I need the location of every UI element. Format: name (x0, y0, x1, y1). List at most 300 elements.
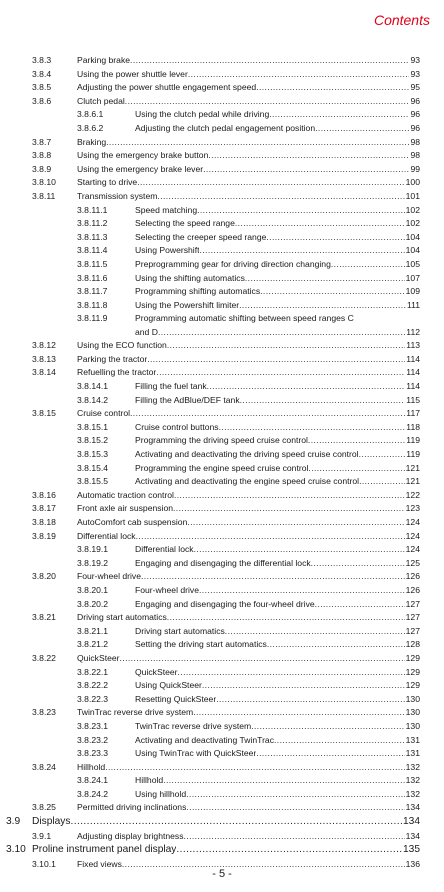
toc-entry[interactable] (0, 516, 444, 530)
toc-entry[interactable] (0, 706, 444, 720)
dot-leader (199, 244, 404, 258)
toc-entry-page: 136 (405, 858, 420, 869)
toc-entry-number: 3.8.4 (32, 68, 52, 79)
toc-entry-title: Hillhold (77, 761, 106, 772)
dot-leader (308, 434, 405, 448)
toc-entry-title: Four-wheel drive (135, 584, 199, 595)
toc-entry-page: 131 (405, 734, 420, 745)
toc-entry[interactable] (0, 625, 444, 639)
toc-entry-number: 3.8.16 (32, 489, 56, 500)
toc-entry-number: 3.8.23.2 (77, 734, 109, 745)
toc-entry-number: 3.8.22.3 (77, 693, 109, 704)
toc-entry-page: 99 (410, 163, 420, 174)
toc-entry[interactable] (0, 272, 444, 286)
dot-leader (256, 747, 404, 761)
toc-entry[interactable] (0, 570, 444, 584)
toc-entry-title-line (32, 815, 420, 830)
toc-entry-page: 109 (405, 286, 420, 297)
toc-entry-title-line (135, 543, 420, 557)
toc-entry-number: 3.8.8 (32, 150, 52, 161)
toc-entry-title-line (135, 434, 420, 448)
toc-entry[interactable] (0, 244, 444, 258)
toc-entry-title-line (135, 774, 420, 788)
toc-entry-page: 130 (405, 707, 420, 718)
toc-entry-title: Cruise control buttons (135, 421, 219, 432)
toc-entry-title: Using TwinTrac with QuickSteer (135, 748, 257, 759)
dot-leader (106, 136, 409, 150)
toc-entry-title: Activating and deactivating the driving speed cruise control (135, 449, 359, 460)
toc-entry-title: Selecting the creeper speed range (135, 231, 267, 242)
toc-entry-title: Speed matching (135, 204, 198, 215)
toc-entry-title: Adjusting the power shuttle engagement speed (77, 82, 257, 93)
toc-entry-page: 114 (406, 353, 420, 364)
toc-entry-number: 3.8.19.2 (77, 557, 109, 568)
toc-entry[interactable] (0, 843, 444, 858)
toc-entry-title-line (135, 285, 420, 299)
toc-entry-title-line (77, 339, 420, 353)
toc-entry[interactable] (0, 638, 444, 652)
toc-entry[interactable] (0, 666, 444, 680)
toc-entry-page: 96 (410, 109, 420, 120)
toc-entry-page: 126 (405, 584, 420, 595)
dot-leader (208, 149, 409, 163)
toc-entry-title-line (77, 136, 420, 150)
toc-entry-number: 3.8.22.2 (77, 680, 109, 691)
toc-entry-title: Resetting QuickSteer (135, 693, 217, 704)
toc-entry[interactable] (0, 475, 444, 489)
toc-entry-page: 127 (405, 625, 420, 636)
dot-leader (194, 543, 405, 557)
toc-entry-page: 127 (405, 612, 420, 623)
toc-entry-title: Using Powershift (135, 245, 200, 256)
toc-entry-page: 105 (405, 258, 420, 269)
dot-leader (315, 598, 405, 612)
toc-entry[interactable] (0, 81, 444, 95)
toc-entry-number: 3.8.11.2 (77, 218, 108, 229)
toc-entry-title-line (135, 584, 420, 598)
toc-entry-number: 3.8.22 (32, 652, 56, 663)
toc-entry-number: 3.8.13 (32, 353, 56, 364)
toc-entry-title: Using the ECO function (77, 340, 167, 351)
toc-entry-title-second-line (135, 326, 420, 340)
dot-leader (188, 68, 410, 82)
toc-entry-number: 3.8.10 (32, 177, 56, 188)
toc-entry-number: 3.8.15.2 (77, 435, 109, 446)
toc-entry[interactable] (0, 231, 444, 245)
toc-entry-title-line (77, 830, 420, 844)
toc-entry-title: Four-wheel drive (77, 571, 141, 582)
dot-leader (167, 611, 405, 625)
toc-entry-number: 3.8.11.4 (77, 245, 108, 256)
toc-entry-page: 130 (405, 720, 420, 731)
toc-entry-page: 128 (405, 639, 420, 650)
toc-entry-page: 131 (405, 748, 420, 759)
toc-entry-number: 3.8.19.1 (77, 544, 109, 555)
toc-entry-page: 132 (405, 788, 420, 799)
dot-leader (219, 421, 406, 435)
toc-entry-title-line (135, 122, 420, 136)
toc-entry-title: Using the power shuttle lever (77, 68, 188, 79)
dot-leader (267, 638, 405, 652)
toc-entry-page: 134 (405, 802, 420, 813)
toc-entry-page: 98 (410, 136, 420, 147)
toc-entry-title-line (135, 244, 420, 258)
toc-entry-title: Engaging and disengaging the differential lock (135, 557, 311, 568)
toc-entry-page: 95 (410, 82, 420, 93)
toc-entry-number: 3.8.15.1 (77, 421, 109, 432)
toc-entry-title: Parking brake (77, 55, 131, 65)
toc-entry[interactable] (0, 54, 444, 68)
dot-leader (202, 679, 405, 693)
toc-entry-title: Using the Powershift limiter (135, 299, 240, 310)
dot-leader (125, 95, 410, 109)
toc-entry-title-line (77, 611, 420, 625)
dot-leader (260, 285, 405, 299)
toc-entry-page: 102 (405, 204, 420, 215)
toc-entry-number: 3.8.15 (32, 408, 56, 419)
toc-entry-page: 129 (405, 666, 420, 677)
toc-entry-title: Driving start automatics (135, 625, 225, 636)
toc-entry[interactable] (0, 421, 444, 435)
toc-entry[interactable] (0, 434, 444, 448)
toc-entry-title: QuickSteer (77, 652, 120, 663)
toc-entry-title-line (77, 530, 420, 544)
toc-entry-title-line (135, 299, 420, 313)
toc-entry[interactable] (0, 339, 444, 353)
toc-entry-title-line (135, 747, 420, 761)
toc-entry-page: 127 (405, 598, 420, 609)
dot-leader (274, 734, 405, 748)
toc-entry-page: 124 (405, 517, 420, 527)
toc-entry-title: Setting the driving start automatics (135, 639, 267, 650)
toc-entry[interactable] (0, 734, 444, 748)
toc-entry-title-first-line (135, 312, 420, 326)
dot-leader (315, 122, 409, 136)
toc-entry-title: Transmission system (77, 190, 158, 201)
toc-entry-title-line (77, 95, 420, 109)
toc-entry-page: 115 (406, 394, 420, 405)
toc-entry[interactable] (0, 407, 444, 421)
toc-entry[interactable] (0, 815, 444, 830)
toc-entry-number: 3.8.20.1 (77, 584, 109, 595)
toc-entry[interactable] (0, 285, 444, 299)
toc-entry[interactable] (0, 353, 444, 367)
dot-leader (141, 570, 405, 584)
toc-entry-title: Activating and deactivating TwinTrac (135, 734, 275, 745)
table-of-contents (0, 54, 444, 871)
toc-entry-title-line (135, 666, 420, 680)
toc-entry-page: 119 (406, 435, 420, 446)
toc-entry-page: 129 (405, 652, 420, 663)
toc-entry-title: Programming the engine speed cruise control (135, 462, 309, 473)
dot-leader (176, 843, 402, 858)
toc-entry-page: 93 (410, 55, 420, 65)
toc-entry-page: 104 (405, 245, 420, 256)
toc-entry[interactable] (0, 176, 444, 190)
toc-entry-number: 3.8.25 (32, 802, 56, 813)
toc-entry-title: and D (135, 326, 158, 337)
dot-leader (186, 788, 405, 802)
toc-entry[interactable] (0, 462, 444, 476)
toc-entry-number: 3.8.21.2 (77, 639, 109, 650)
dot-leader (216, 693, 404, 707)
toc-entry[interactable] (0, 801, 444, 815)
toc-entry-page: 124 (405, 530, 420, 541)
toc-entry-number: 3.8.7 (32, 136, 52, 147)
toc-entry-title: Proline instrument panel display (32, 844, 177, 856)
toc-entry[interactable] (0, 747, 444, 761)
toc-entry-title: Using hillhold (135, 788, 187, 799)
toc-entry-page: 135 (403, 844, 420, 856)
toc-entry-title-line (135, 217, 420, 231)
toc-entry-title-line (135, 788, 420, 802)
toc-entry-page: 96 (410, 95, 420, 106)
toc-entry-title: Automatic traction control (77, 489, 174, 500)
toc-entry-number: 3.8.21 (32, 612, 56, 623)
toc-entry[interactable] (0, 448, 444, 462)
toc-entry-page: 122 (405, 489, 420, 500)
toc-entry[interactable] (0, 95, 444, 109)
toc-entry-title-line (77, 81, 420, 95)
toc-entry-title: Using the clutch pedal while driving (135, 109, 270, 120)
toc-entry[interactable] (0, 598, 444, 612)
toc-entry-page: 121 (405, 462, 420, 473)
toc-entry[interactable] (0, 788, 444, 802)
toc-entry-title-line (77, 353, 420, 367)
toc-entry-title: Permitted driving inclinations (77, 802, 187, 813)
dot-leader (136, 530, 405, 544)
toc-entry-title-line (77, 801, 420, 815)
toc-entry-number: 3.8.11.3 (77, 231, 108, 242)
toc-entry-title: AutoComfort cab suspension (77, 517, 188, 527)
toc-entry-title-line (77, 163, 420, 177)
dot-leader (130, 407, 405, 421)
toc-entry-page: 124 (405, 544, 420, 555)
toc-entry-number: 3.10 (6, 844, 26, 856)
toc-entry-title: Driving start automatics (77, 612, 167, 623)
toc-entry[interactable] (0, 761, 444, 775)
toc-entry-number: 3.8.3 (32, 55, 52, 65)
toc-entry[interactable] (0, 543, 444, 557)
toc-entry-page: 118 (406, 421, 420, 432)
toc-entry[interactable] (0, 149, 444, 163)
dot-leader (235, 217, 405, 231)
toc-entry-number: 3.8.11.8 (77, 299, 108, 310)
toc-entry-page: 119 (406, 449, 420, 460)
dot-leader (308, 462, 404, 476)
toc-entry-page: 117 (406, 408, 420, 419)
toc-entry[interactable] (0, 584, 444, 598)
toc-entry-title: Fixed views (77, 858, 122, 869)
toc-entry-page: 129 (405, 680, 420, 691)
toc-entry-number: 3.8.23.1 (77, 720, 109, 731)
toc-entry[interactable] (0, 720, 444, 734)
page-number: - 5 - (212, 868, 232, 880)
dot-leader (269, 108, 409, 122)
toc-entry-number: 3.8.11.5 (77, 258, 108, 269)
toc-entry-title: TwinTrac reverse drive system (77, 707, 194, 718)
toc-entry-title: Displays (32, 816, 71, 828)
toc-entry-page: 107 (405, 272, 420, 283)
toc-entry-number: 3.8.11.1 (77, 204, 108, 215)
toc-entry[interactable] (0, 394, 444, 408)
toc-entry-number: 3.8.14 (32, 367, 56, 378)
toc-entry-title-line (135, 693, 420, 707)
toc-entry-title: Braking (77, 136, 107, 147)
toc-entry[interactable] (0, 190, 444, 204)
toc-entry-number: 3.8.11.7 (77, 286, 108, 297)
toc-entry-title-line (77, 176, 420, 190)
toc-entry-number: 3.8.20 (32, 571, 56, 582)
toc-entry-page: 134 (405, 830, 420, 841)
dot-leader (203, 163, 409, 177)
toc-entry[interactable] (0, 136, 444, 150)
dot-leader (207, 380, 406, 394)
dot-leader (239, 299, 406, 313)
toc-entry-title-line (135, 598, 420, 612)
toc-entry-title-line (77, 516, 420, 530)
toc-entry-number: 3.8.15.4 (77, 462, 109, 473)
toc-entry-page: 93 (410, 68, 420, 79)
toc-entry[interactable] (0, 530, 444, 544)
toc-entry-title-line (77, 706, 420, 720)
toc-entry-title: Using the shifting automatics (135, 272, 245, 283)
toc-entry-title: Selecting the speed range (135, 218, 235, 229)
toc-entry-title: Refuelling the tractor (77, 367, 157, 378)
toc-entry-title-line (77, 502, 420, 516)
toc-entry-title-line (77, 149, 420, 163)
toc-entry-title-line (77, 652, 420, 666)
running-header-title: Contents (373, 12, 430, 28)
toc-entry[interactable] (0, 122, 444, 136)
toc-entry-number: 3.8.17 (32, 503, 56, 514)
dot-leader (71, 815, 403, 830)
toc-entry-page: 114 (406, 381, 420, 392)
dot-leader (105, 761, 404, 775)
toc-entry[interactable] (0, 679, 444, 693)
toc-entry[interactable] (0, 68, 444, 82)
toc-entry-page: 112 (406, 326, 420, 337)
toc-entry-number: 3.8.5 (32, 82, 52, 93)
dot-leader (331, 258, 405, 272)
toc-entry[interactable] (0, 258, 444, 272)
toc-entry[interactable] (0, 163, 444, 177)
dot-leader (245, 272, 405, 286)
toc-entry[interactable] (0, 557, 444, 571)
toc-entry[interactable] (0, 693, 444, 707)
dot-leader (156, 366, 405, 380)
dot-leader (256, 81, 409, 95)
toc-entry-number: 3.8.6.1 (77, 109, 104, 120)
toc-entry-title: Clutch pedal (77, 95, 125, 106)
toc-entry-number: 3.8.22.1 (77, 666, 109, 677)
toc-entry-title: Programming automatic shifting between speed ranges C (135, 313, 354, 324)
toc-entry-title-line (77, 190, 420, 204)
toc-entry-title: Filling the fuel tank (135, 381, 207, 392)
toc-entry-title: TwinTrac reverse drive system (135, 720, 252, 731)
toc-entry-number: 3.10.1 (32, 858, 56, 869)
toc-entry-title-line (135, 679, 420, 693)
toc-entry-page: 101 (405, 190, 420, 201)
toc-entry-title-line (135, 394, 420, 408)
toc-entry[interactable] (0, 108, 444, 122)
dot-leader (130, 54, 409, 68)
toc-entry-page: 111 (406, 299, 420, 310)
toc-entry-title: Differential lock (77, 530, 136, 541)
toc-entry-title: Filling the AdBlue/DEF tank (135, 394, 240, 405)
dot-leader (311, 557, 405, 571)
toc-entry-title: Programming the driving speed cruise control (135, 435, 308, 446)
toc-entry-title-line (77, 54, 420, 68)
toc-entry[interactable] (0, 380, 444, 394)
toc-entry-title: Using QuickSteer (135, 680, 202, 691)
toc-entry-title-line (135, 272, 420, 286)
toc-entry-number: 3.9.1 (32, 830, 52, 841)
toc-entry-title-line (135, 720, 420, 734)
dot-leader (225, 625, 405, 639)
toc-entry-title-line (135, 108, 420, 122)
toc-entry-page: 121 (405, 476, 420, 487)
toc-entry-title-line (135, 462, 420, 476)
toc-entry-title-line (135, 475, 420, 489)
toc-entry-title: Starting to drive (77, 177, 138, 188)
toc-entry-page: 98 (410, 150, 420, 161)
toc-entry[interactable] (0, 502, 444, 516)
toc-entry-title-line (77, 761, 420, 775)
toc-entry-page: 125 (405, 557, 420, 568)
toc-entry-number: 3.8.6.2 (77, 122, 104, 133)
toc-entry-number: 3.8.11.6 (77, 272, 108, 283)
toc-entry-number: 3.8.21.1 (77, 625, 109, 636)
toc-entry[interactable] (0, 312, 444, 339)
toc-entry-title-line (135, 625, 420, 639)
toc-entry[interactable] (0, 204, 444, 218)
toc-entry[interactable] (0, 830, 444, 844)
toc-entry-number: 3.8.14.1 (77, 381, 109, 392)
toc-entry[interactable] (0, 299, 444, 313)
toc-entry-title-line (135, 638, 420, 652)
toc-entry-page: 132 (405, 775, 420, 786)
dot-leader (178, 666, 405, 680)
toc-entry-title-line (135, 421, 420, 435)
toc-entry-title: Activating and deactivating the engine speed cruise control (135, 476, 360, 487)
toc-entry[interactable] (0, 774, 444, 788)
toc-entry-title: Adjusting display brightness (77, 830, 184, 841)
toc-entry-title: Cruise control (77, 408, 131, 419)
toc-entry[interactable] (0, 366, 444, 380)
toc-entry-title-line (77, 570, 420, 584)
toc-entry[interactable] (0, 652, 444, 666)
toc-entry[interactable] (0, 611, 444, 625)
toc-entry-title: Adjusting the clutch pedal engagement position (135, 122, 316, 133)
dot-leader (251, 720, 404, 734)
toc-entry-title: Using the emergency brake button (77, 150, 209, 161)
dot-leader (157, 190, 404, 204)
toc-entry[interactable] (0, 489, 444, 503)
dot-leader (359, 475, 405, 489)
toc-entry-title: Front axle air suspension (77, 503, 174, 514)
toc-entry-page: 113 (406, 340, 420, 351)
dot-leader (240, 394, 406, 408)
toc-entry-title-line (135, 734, 420, 748)
toc-entry[interactable] (0, 217, 444, 231)
toc-entry-number: 3.8.20.2 (77, 598, 109, 609)
toc-entry-page: 134 (403, 816, 420, 828)
dot-leader (137, 176, 404, 190)
dot-leader (359, 448, 406, 462)
dot-leader (266, 231, 404, 245)
toc-entry-title: Programming shifting automatics (135, 286, 261, 297)
